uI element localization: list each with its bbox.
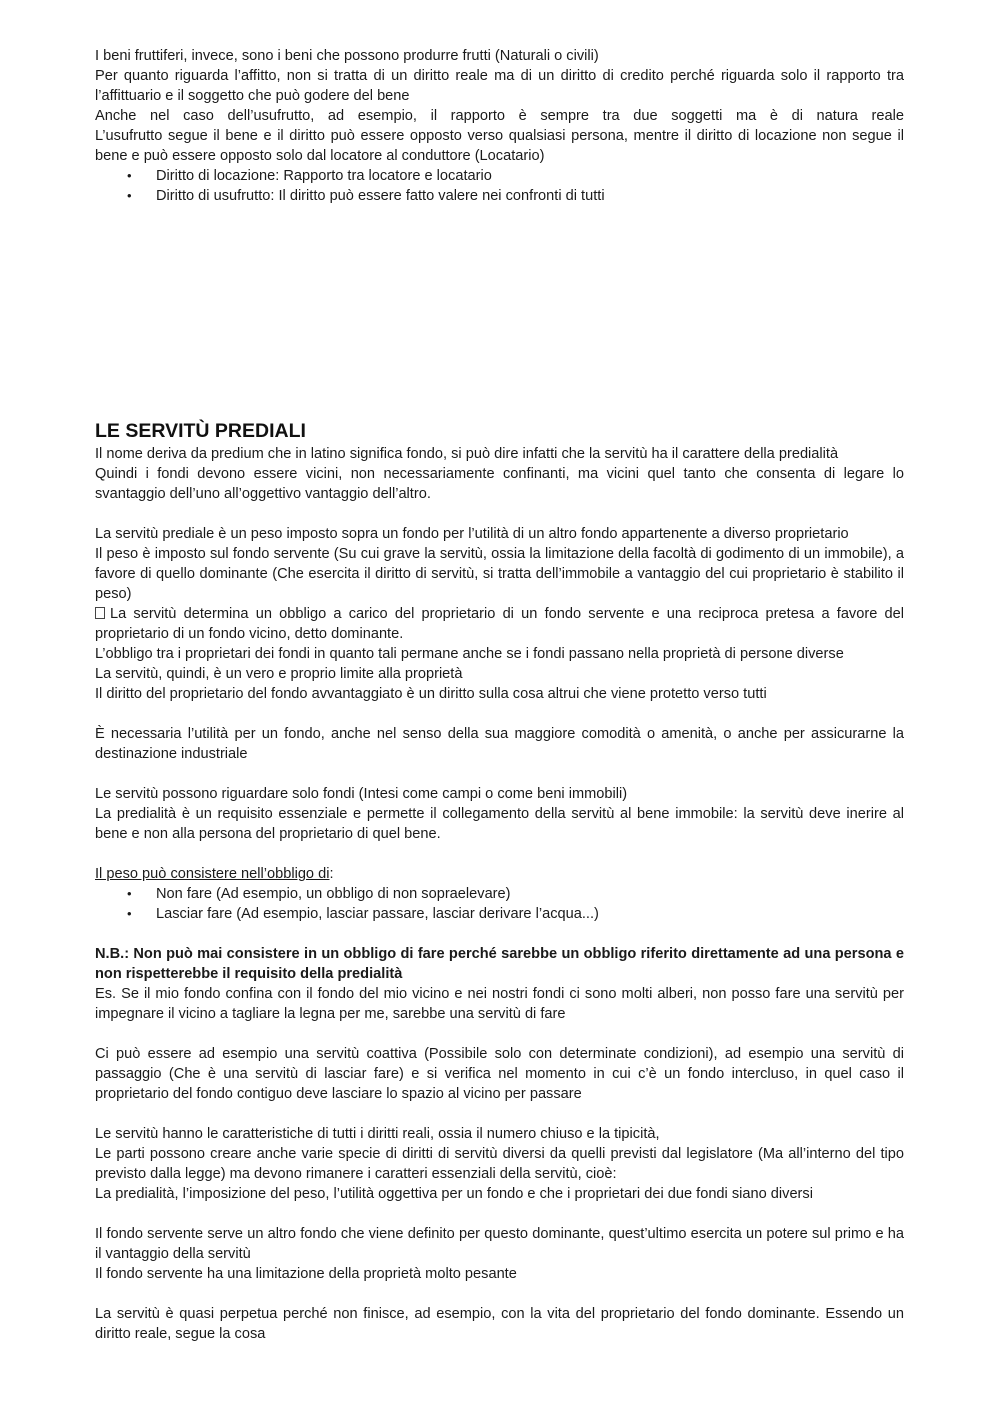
list-item: • Lasciar fare (Ad esempio, lasciar passare, lasciar derivare l’acqua...) [127, 906, 599, 922]
paragraph-utilita: È necessaria l’utilità per un fondo, anche nel senso della sua maggiore comodità o amenità, o anche per assicurarne la destinazione industriale [95, 726, 904, 762]
paragraph-diritto-cosa-altrui: Il diritto del proprietario del fondo avvantaggiato è un diritto sulla cosa altrui che viene protetto verso tutti [95, 686, 767, 702]
paragraph-definizione: La servitù prediale è un peso imposto sopra un fondo per l’utilità di un altro fondo appartenente a diverso proprietario [95, 526, 849, 542]
bullet-icon: • [127, 906, 132, 921]
paragraph-obbligo-permane: L’obbligo tra i proprietari dei fondi in quanto tali permane anche se i fondi passano nella proprietà di persone diverse [95, 646, 844, 662]
paragraph-limitazione: Il fondo servente ha una limitazione della proprietà molto pesante [95, 1266, 517, 1282]
peso-label: Il peso può consistere nell’obbligo di: [95, 866, 334, 882]
arrow-symbol-icon [95, 607, 105, 619]
paragraph-usufrutto-segue: L’usufrutto segue il bene e il diritto può essere opposto verso qualsiasi persona, mentre il diritto di locazione non segue il bene e può essere opposto solo dal locatore al conduttore (Locatario) [95, 128, 904, 164]
paragraph-fondo-servente: Il fondo servente serve un altro fondo che viene definito per questo dominante, quest’ultimo esercita un potere sul primo e ha il vantaggio della servitù [95, 1226, 904, 1262]
list-item: • Non fare (Ad esempio, un obbligo di non sopraelevare) [127, 886, 511, 902]
bullet-icon: • [127, 168, 132, 183]
bullet-icon: • [127, 886, 132, 901]
paragraph-predium: Il nome deriva da predium che in latino significa fondo, si può dire infatti che la servitù ha il carattere della predialità [95, 446, 839, 462]
paragraph-limite: La servitù, quindi, è un vero e proprio limite alla proprietà [95, 666, 463, 682]
paragraph-caratteristiche: Le servitù hanno le caratteristiche di tutti i diritti reali, ossia il numero chiuso e la tipicità, [95, 1126, 660, 1142]
section-spacer [95, 206, 904, 418]
paragraph-esempio: Es. Se il mio fondo confina con il fondo del mio vicino e nei nostri fondi ci sono molti alberi, non posso fare una servitù per impegnare il vicino a tagliare la legna per me, sarebbe una servitù di fare [95, 986, 904, 1022]
paragraph-caratteri-essenziali: La predialità, l’imposizione del peso, l’utilità oggettiva per un fondo e che i proprietari dei due fondi siano diversi [95, 1186, 813, 1202]
bullet-icon: • [127, 188, 132, 203]
paragraph-usufrutto-natura: Anche nel caso dell’usufrutto, ad esempio, il rapporto è sempre tra due soggetti ma è di natura reale [95, 108, 904, 124]
nota-bene: N.B.: Non può mai consistere in un obbligo di fare perché sarebbe un obbligo riferito direttamente ad una persona e non rispetterebbe il requisito della predialità [95, 946, 904, 982]
paragraph-servitu-coattiva: Ci può essere ad esempio una servitù coattiva (Possibile solo con determinate condizioni), ad esempio una servitù di passaggio (Che è una servitù di lasciar fare) e si verifica nel momento in cui c’è un fondo intercluso, in quel caso il proprietario del fondo contiguo deve lasciare lo spazio al vicino per passare [95, 1046, 904, 1102]
intro-bullet-list [95, 166, 904, 206]
paragraph-predialita: La predialità è un requisito essenziale e permette il collegamento della servitù al bene immobile: la servitù deve inerire al bene e non alla persona del proprietario di quel bene. [95, 806, 904, 842]
paragraph-perpetua: La servitù è quasi perpetua perché non finisce, ad esempio, con la vita del proprietario del fondo dominante. Essendo un diritto reale, segue la cosa [95, 1306, 904, 1342]
paragraph-peso-imposto: Il peso è imposto sul fondo servente (Su cui grave la servitù, ossia la limitazione della facoltà di godimento di un immobile), a favore di quello dominante (Che esercita il diritto di servitù, si tratta dell’immobile a vantaggio del cui proprietario è stabilito il peso) [95, 546, 904, 602]
paragraph-beni-fruttiferi: I beni fruttiferi, invece, sono i beni che possono produrre frutti (Naturali o civili) [95, 48, 599, 64]
peso-bullet-list [95, 884, 904, 924]
paragraph-parti: Le parti possono creare anche varie specie di diritti di servitù diversi da quelli previsti dal legislatore (Ma all’interno del tipo previsto dalla legge) ma devono rimanere i caratteri essenziali della servitù, cioè: [95, 1146, 904, 1182]
section-heading: LE SERVITÙ PREDIALI [95, 420, 306, 442]
paragraph-obbligo-carico: La servitù determina un obbligo a carico del proprietario di un fondo servente e una reciproca pretesa a favore del proprietario di un fondo vicino, detto dominante. [95, 606, 904, 642]
list-item: • Diritto di usufrutto: Il diritto può essere fatto valere nei confronti di tutti [127, 188, 605, 204]
paragraph-fondi-vicini: Quindi i fondi devono essere vicini, non necessariamente confinanti, ma vicini quel tanto che consenta di legare lo svantaggio dell’uno all’oggettivo vantaggio dell’altro. [95, 466, 904, 502]
document-page [95, 46, 904, 1344]
paragraph-affitto: Per quanto riguarda l’affitto, non si tratta di un diritto reale ma di un diritto di credito perché riguarda solo il rapporto tra l’affittuario e il soggetto che può godere del bene [95, 68, 904, 104]
paragraph-solo-fondi: Le servitù possono riguardare solo fondi (Intesi come campi o come beni immobili) [95, 786, 628, 802]
list-item: • Diritto di locazione: Rapporto tra locatore e locatario [127, 168, 492, 184]
